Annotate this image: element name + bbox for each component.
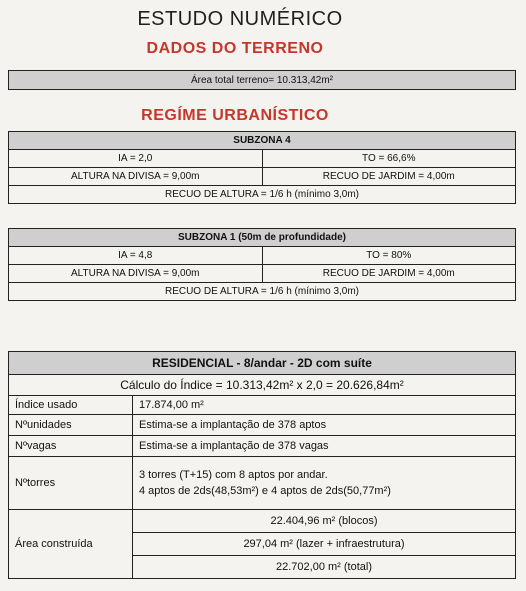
- subzona4-recuo-altura: RECUO DE ALTURA = 1/6 h (mínimo 3,0m): [9, 186, 516, 204]
- area-lazer: 297,04 m² (lazer + infraestrutura): [133, 533, 516, 556]
- residencial-table: [8, 351, 516, 579]
- subzona4-title: SUBZONA 4: [9, 132, 516, 150]
- page-title: ESTUDO NUMÉRICO: [137, 8, 343, 30]
- torres-line-1: 3 torres (T+15) com 8 aptos por andar.: [139, 469, 328, 481]
- vagas-label: Nºvagas: [9, 436, 133, 457]
- regime-heading: REGÍME URBANÍSTICO: [141, 107, 329, 124]
- indice-value: 17.874,00 m²: [133, 396, 516, 415]
- subzona1-altura-divisa: ALTURA NA DIVISA = 9,00m: [9, 265, 263, 283]
- subzona1-to: TO = 80%: [262, 247, 516, 265]
- area-construida-label: Área construída: [9, 510, 133, 579]
- torres-label: Nºtorres: [9, 457, 133, 510]
- residencial-title: RESIDENCIAL - 8/andar - 2D com suíte: [9, 352, 516, 375]
- vagas-value: Estima-se a implantação de 378 vagas: [133, 436, 516, 457]
- subzona1-recuo-jardim: RECUO DE JARDIM = 4,00m: [262, 265, 516, 283]
- area-blocos: 22.404,96 m² (blocos): [133, 510, 516, 533]
- calculo-indice: Cálculo do Índice = 10.313,42m² x 2,0 = 20.626,84m²: [9, 375, 516, 396]
- subzona1-recuo-altura: RECUO DE ALTURA = 1/6 h (mínimo 3,0m): [9, 283, 516, 301]
- subzona4-altura-divisa: ALTURA NA DIVISA = 9,00m: [9, 168, 263, 186]
- terreno-heading: DADOS DO TERRENO: [146, 40, 324, 57]
- subzona4-table: [8, 131, 516, 204]
- area-total: 22.702,00 m² (total): [133, 556, 516, 579]
- unidades-label: Nºunidades: [9, 415, 133, 436]
- terreno-table: [8, 70, 516, 90]
- subzona1-ia: IA = 4,8: [9, 247, 263, 265]
- subzona4-to: TO = 66,6%: [262, 150, 516, 168]
- unidades-value: Estima-se a implantação de 378 aptos: [133, 415, 516, 436]
- indice-label: Índice usado: [9, 396, 133, 415]
- subzona4-recuo-jardim: RECUO DE JARDIM = 4,00m: [262, 168, 516, 186]
- torres-line-2: 4 aptos de 2ds(48,53m²) e 4 aptos de 2ds(50,77m²): [139, 485, 391, 497]
- subzona4-ia: IA = 2,0: [9, 150, 263, 168]
- terreno-area: Área total terreno= 10.313,42m²: [9, 71, 516, 90]
- subzona1-title: SUBZONA 1 (50m de profundidade): [9, 229, 516, 247]
- subzona1-table: [8, 228, 516, 301]
